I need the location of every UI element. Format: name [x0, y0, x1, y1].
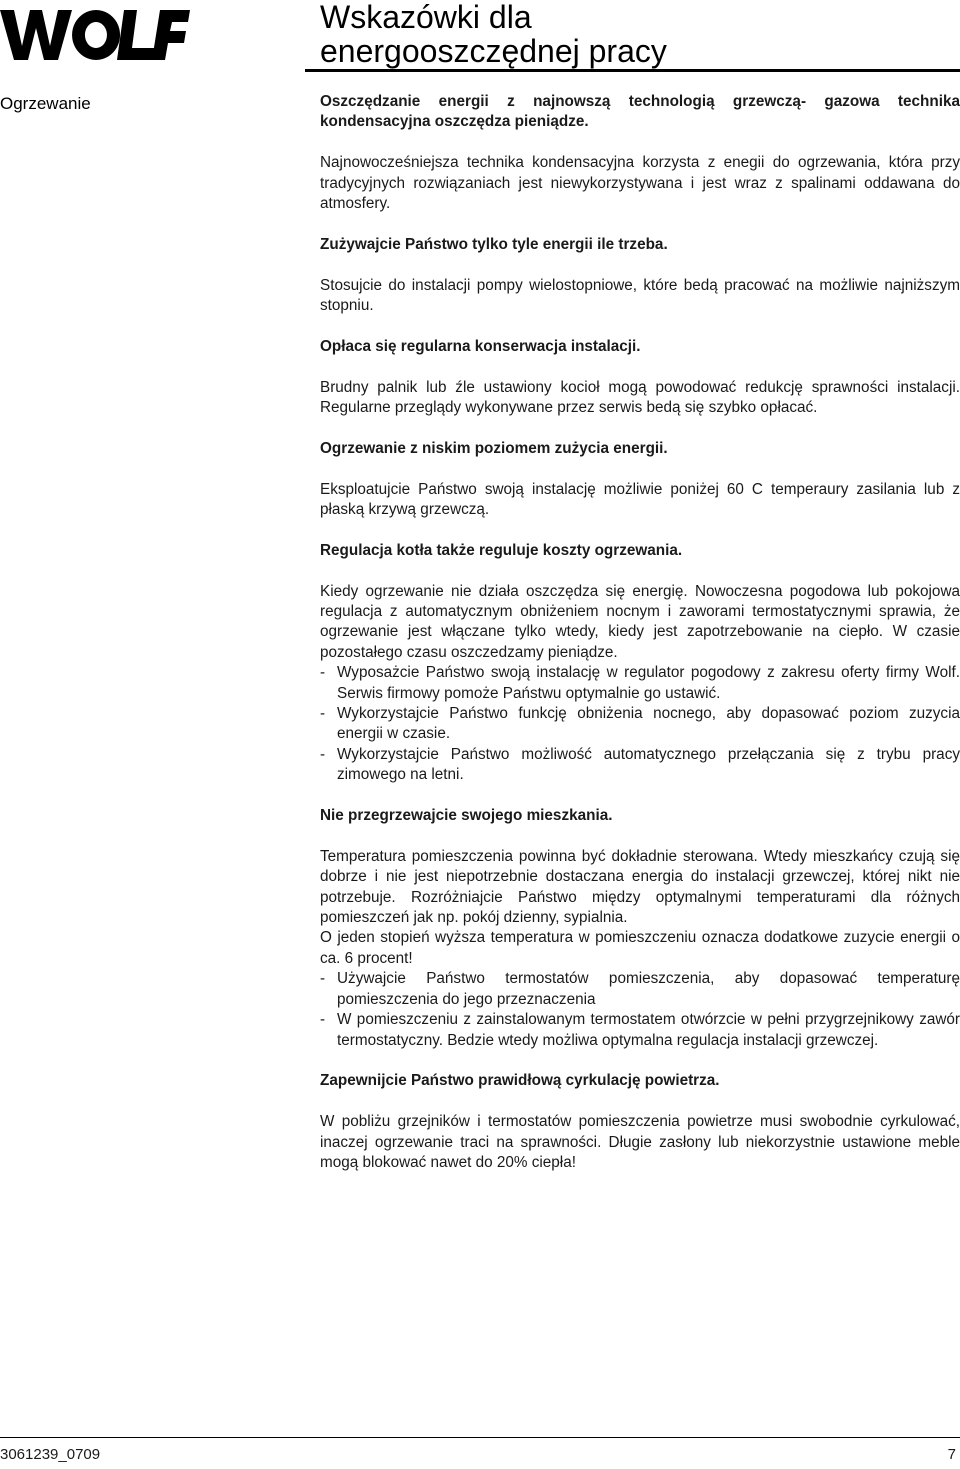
text-low-consumption: Eksploatujcie Państwo swoją instalację możliwie poniżej 60 C temperaury zasilania lub z płaską krzywą grzewczą.	[320, 480, 960, 519]
heading-air-circulation: Zapewnijcie Państwo prawidłową cyrkulację powietrza.	[320, 1072, 720, 1090]
page-title	[320, 0, 667, 68]
list-item: - Wykorzystajcie Państwo możliwość automatycznego przełączania się z trybu pracy zimowego na letni.	[320, 745, 960, 784]
text-air-circulation: W pobliżu grzejników i termostatów pomieszczenia powietrze musi swobodnie cyrkulować, inaczej ogrzewanie traci na sprawności. Długie zasłony lub niekorzystnie ustawione meble mogą blokować nawet do 20% ciepła!	[320, 1113, 960, 1171]
text-maintenance: Brudny palnik lub źle ustawiony kocioł mogą powodować redukcję sprawności instalacji. Regularne przeglądy wykonywane przez serwis bedą się szybko opłacać.	[320, 378, 960, 417]
heading-maintenance: Opłaca się regularna konserwacja instalacji.	[320, 337, 641, 355]
title-line-2: energooszczędnej pracy	[320, 33, 667, 69]
temperature-tips-list	[320, 969, 960, 1051]
intro-text: Najnowocześniejsza technika kondensacyjna korzysta z enegii do ogrzewania, która przy tradycyjnych rozwiązaniach jest niewykorzystywana i jest wraz z spalinami oddawana do atmosfery.	[320, 154, 960, 213]
text-usage: Stosujcie do instalacji pompy wielostopniowe, które bedą pracować na możliwie najniższym stopniu.	[320, 276, 960, 315]
text-boiler-regulation: Kiedy ogrzewanie nie działa oszczędza się energię. Nowoczesna pogodowa lub pokojowa regulacja z automatycznym obniżeniem nocnym i zaworami termostatycznymi sprawia, że ogrzewanie jest włączane tylko wtedy, kiedy jest zapotrzebowanie na ciepło. W czasie pozostałego czasu oszczedzamy pieniądze.	[320, 582, 960, 661]
list-item: - Wykorzystajcie Państwo funkcję obniżenia nocnego, aby dopasować poziom zuzycia energii w czasie.	[320, 705, 960, 743]
text-overheating-a: Temperatura pomieszczenia powinna być dokładnie sterowana. Wtedy mieszkańcy czują się dobrze i nie jest niepotrzebnie dostaczana energia do instalacji grzewczej, której nikt nie potrzebuje. Rozróżniajcie Państwo między optymalnymi temperaturami dla różnych pomieszczeń jak np. pokój dzienny, sypialnia.	[320, 847, 960, 927]
footer-rule	[0, 1437, 960, 1438]
heading-overheating: Nie przegrzewajcie swojego mieszkania.	[320, 807, 613, 825]
heading-low-consumption: Ogrzewanie z niskim poziomem zużycia energii.	[320, 439, 668, 457]
page-number: 7	[947, 1446, 956, 1463]
list-item: - Wyposażcie Państwo swoją instalację w regulator pogodowy z zakresu oferty firmy Wolf. Serwis firmowy pomoże Państwu optymalnie go ustawić.	[320, 664, 960, 702]
text-overheating-b: O jeden stopień wyższa temperatura w pomieszczeniu oznacza dodatkowe zuzycie energii o ca. 6 procent!	[320, 929, 960, 967]
list-item: - Używajcie Państwo termostatów pomieszczenia, aby dopasować temperaturę pomieszczenia do jego przeznaczenia	[320, 970, 960, 1008]
section-label: Ogrzewanie	[0, 94, 91, 113]
list-item: - W pomieszczeniu z zainstalowanym termostatem otwórzcie w pełni przygrzejnikowy zawór termostatyczny. Bedzie wtedy możliwa optymalna regulacja instalacji grzewczej.	[320, 1011, 960, 1049]
heading-usage: Zużywajcie Państwo tylko tyle energii ile trzeba.	[320, 235, 668, 253]
regulation-tips-list	[320, 663, 960, 785]
wolf-logo	[0, 6, 190, 64]
document-number: 3061239_0709	[0, 1446, 101, 1463]
heading-boiler-regulation: Regulacja kotła także reguluje koszty ogrzewania.	[320, 541, 683, 559]
title-line-1: Wskazówki dla	[320, 0, 532, 35]
main-content	[320, 92, 960, 1173]
header-rule	[305, 69, 960, 72]
intro-heading: Oszczędzanie energii z najnowszą technologią grzewczą- gazowa technika kondensacyjna oszczędza pieniądze.	[320, 93, 960, 131]
